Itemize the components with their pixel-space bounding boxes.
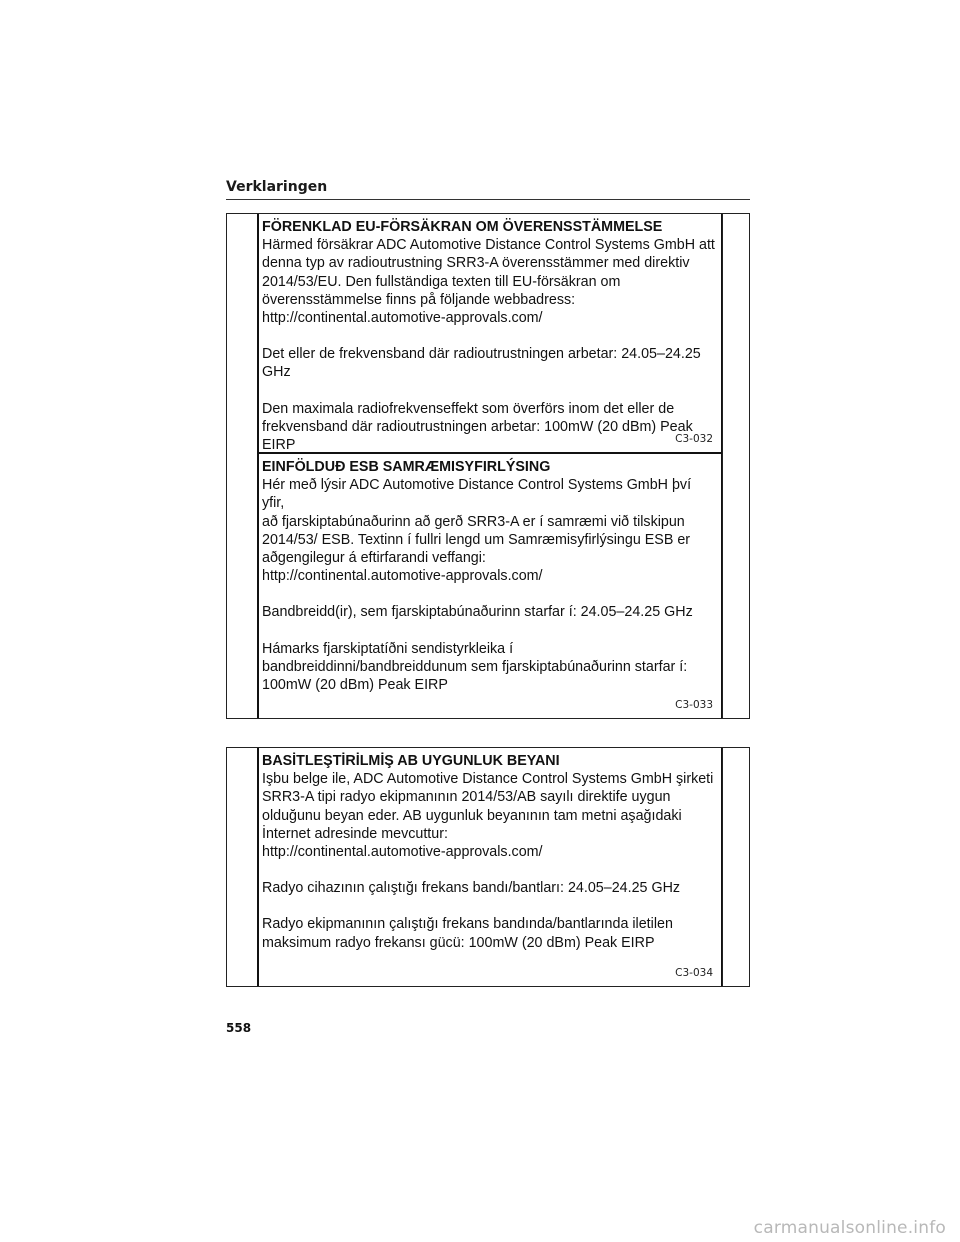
text-line: GHz (262, 364, 291, 381)
watermark: carmanualsonline.info (753, 1218, 946, 1238)
paragraph-gap (262, 952, 717, 970)
cell-title: BASİTLEŞTİRİLMİŞ AB UYGUNLUK BEYANI (262, 753, 560, 769)
text-line: 2014/53/EU. Den fullständiga texten till EU-försäkran om (262, 273, 621, 290)
paragraph-gap (262, 897, 717, 915)
declaration-cell-icelandic (257, 452, 722, 718)
text-line: http://continental.automotive-approvals.com/ (262, 310, 543, 327)
text-line: överensstämmelse finns på följande webbadress: (262, 291, 576, 308)
section-title: Verklaringen (226, 179, 328, 195)
text-line: 2014/53/ ESB. Textinn í fullri lengd um Samræmisyfirlýsingu ESB er (262, 531, 691, 548)
text-line: 100mW (20 dBm) Peak EIRP (262, 677, 448, 694)
text-line: http://continental.automotive-approvals.com/ (262, 568, 543, 585)
text-line: bandbreiddinni/bandbreiddunum sem fjarskiptabúnaðurinn starfar í: (262, 658, 688, 675)
text-line: denna typ av radioutrustning SRR3-A överensstämmer med direktiv (262, 255, 690, 272)
page-number: 558 (226, 1021, 252, 1035)
title-divider (226, 199, 750, 200)
text-line: aðgengilegur á eftirfarandi veffangi: (262, 550, 486, 567)
text-line: Härmed försäkrar ADC Automotive Distance Control Systems GmbH att (262, 237, 715, 254)
paragraph-gap (262, 694, 717, 712)
text-line: Bandbreidd(ir), sem fjarskiptabúnaðurinn starfar í: 24.05–24.25 GHz (262, 604, 693, 621)
paragraph-gap (262, 622, 717, 640)
paragraph-gap (262, 327, 717, 345)
paragraph-gap (262, 382, 717, 400)
cell-body (262, 476, 717, 730)
declaration-cell-turkish (257, 748, 722, 986)
paragraph-gap (262, 585, 717, 603)
text-line: İnternet adresinde mevcuttur: (262, 825, 448, 842)
text-line: http://continental.automotive-approvals.com/ (262, 844, 543, 861)
text-line: Radyo cihazının çalıştığı frekans bandı/bantları: 24.05–24.25 GHz (262, 880, 681, 897)
paragraph-gap (262, 861, 717, 879)
text-line: SRR3-A tipi radyo ekipmanının 2014/53/AB sayılı direktife uygun (262, 789, 671, 806)
text-line: að fjarskiptabúnaðurinn að gerð SRR3-A er í samræmi við tilskipun (262, 513, 685, 530)
text-line: frekvensband där radioutrustningen arbetar: 100mW (20 dBm) Peak (262, 418, 693, 435)
cell-title: FÖRENKLAD EU-FÖRSÄKRAN OM ÖVERENSSTÄMMELSE (262, 219, 663, 235)
paragraph-gap (262, 712, 717, 730)
cell-body (262, 770, 717, 970)
cell-body (262, 236, 717, 454)
text-line: maksimum radyo frekansı gücü: 100mW (20 dBm) Peak EIRP (262, 934, 655, 951)
text-line: Det eller de frekvensband där radioutrustningen arbetar: 24.05–24.25 (262, 346, 701, 363)
text-line: Radyo ekipmanının çalıştığı frekans bandında/bantlarında iletilen (262, 916, 673, 933)
text-line: EIRP (262, 437, 296, 454)
declaration-cell-swedish (257, 214, 722, 452)
reference-code: C3-034 (675, 966, 713, 979)
declaration-table-2 (226, 747, 750, 987)
text-line: Işbu belge ile, ADC Automotive Distance Control Systems GmbH şirketi (262, 771, 714, 788)
reference-code: C3-032 (675, 432, 713, 445)
text-line: Hámarks fjarskiptatíðni sendistyrkleika í (262, 640, 514, 657)
text-line: Hér með lýsir ADC Automotive Distance Control Systems GmbH því yfir, (262, 477, 692, 512)
reference-code: C3-033 (675, 698, 713, 711)
text-line: Den maximala radiofrekvenseffekt som överförs inom det eller de (262, 400, 675, 417)
declaration-table-1 (226, 213, 750, 719)
text-line: olduğunu beyan eder. AB uygunluk beyanının tam metni aşağıdaki (262, 807, 682, 824)
cell-title: EINFÖLDUÐ ESB SAMRÆMISYFIRLÝSING (262, 459, 551, 475)
